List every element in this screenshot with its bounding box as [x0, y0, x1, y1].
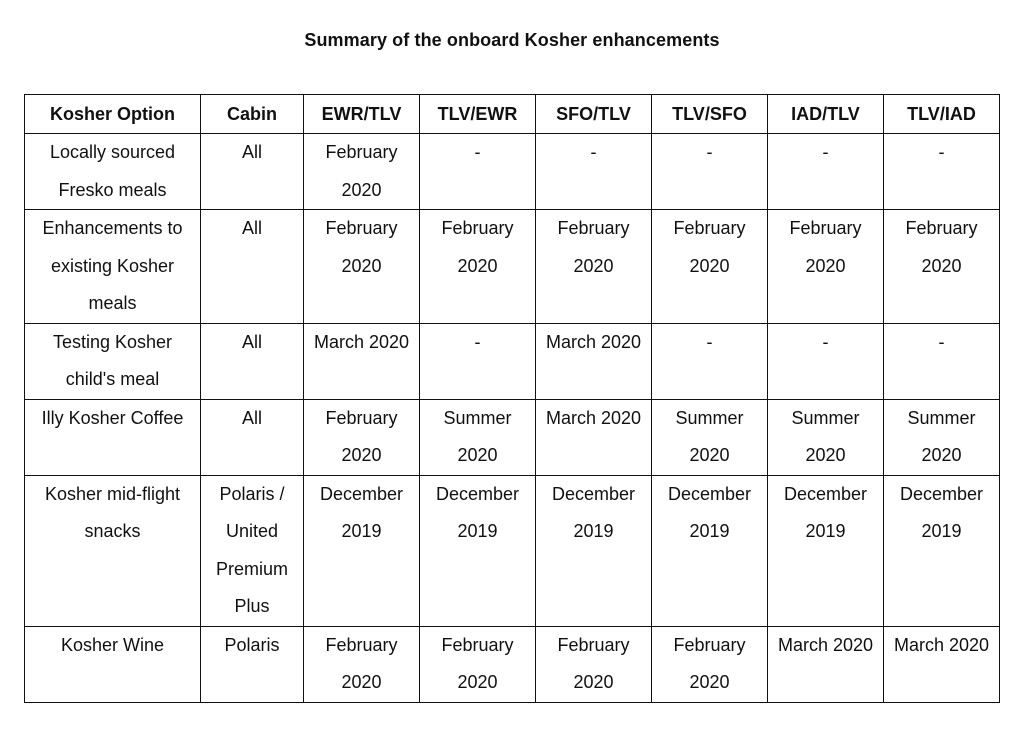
row-cell: February 2020 [768, 210, 884, 324]
row-option: Illy Kosher Coffee [25, 399, 201, 475]
row-option: Testing Kosher child's meal [25, 323, 201, 399]
row-cell: February 2020 [536, 210, 652, 324]
row-cell: December 2019 [420, 475, 536, 626]
row-option: Enhancements to existing Kosher meals [25, 210, 201, 324]
row-cell: Summer 2020 [652, 399, 768, 475]
row-cell: Summer 2020 [768, 399, 884, 475]
row-cell: December 2019 [884, 475, 1000, 626]
row-cell: February 2020 [304, 626, 420, 702]
table-row [25, 399, 1000, 475]
row-cell: - [652, 323, 768, 399]
table-row [25, 210, 1000, 324]
row-cell: February 2020 [652, 626, 768, 702]
row-cabin: All [201, 134, 304, 210]
row-cell: December 2019 [768, 475, 884, 626]
header-cabin: Cabin [201, 95, 304, 134]
row-cell: - [884, 323, 1000, 399]
header-route-tlv-iad: TLV/IAD [884, 95, 1000, 134]
row-cell: February 2020 [304, 210, 420, 324]
row-cell: March 2020 [536, 323, 652, 399]
row-cell: - [652, 134, 768, 210]
row-cell: March 2020 [768, 626, 884, 702]
row-cell: December 2019 [304, 475, 420, 626]
kosher-enhancements-table [24, 94, 1000, 703]
row-option: Locally sourced Fresko meals [25, 134, 201, 210]
header-route-ewr-tlv: EWR/TLV [304, 95, 420, 134]
row-cabin: All [201, 399, 304, 475]
row-cell: - [768, 134, 884, 210]
table-row [25, 134, 1000, 210]
table-header-row [25, 95, 1000, 134]
row-cabin: Polaris / United Premium Plus [201, 475, 304, 626]
table-row [25, 626, 1000, 702]
row-cell: December 2019 [652, 475, 768, 626]
table-row [25, 475, 1000, 626]
row-cell: Summer 2020 [420, 399, 536, 475]
row-cell: March 2020 [884, 626, 1000, 702]
header-route-sfo-tlv: SFO/TLV [536, 95, 652, 134]
row-cell: February 2020 [536, 626, 652, 702]
header-kosher-option: Kosher Option [25, 95, 201, 134]
header-route-tlv-sfo: TLV/SFO [652, 95, 768, 134]
row-cabin: All [201, 210, 304, 324]
row-cabin: Polaris [201, 626, 304, 702]
row-cell: Summer 2020 [884, 399, 1000, 475]
header-route-iad-tlv: IAD/TLV [768, 95, 884, 134]
row-cell: - [420, 134, 536, 210]
row-cell: December 2019 [536, 475, 652, 626]
row-cell: - [884, 134, 1000, 210]
table-row [25, 323, 1000, 399]
row-cabin: All [201, 323, 304, 399]
row-cell: March 2020 [304, 323, 420, 399]
row-cell: February 2020 [304, 134, 420, 210]
row-cell: February 2020 [304, 399, 420, 475]
row-cell: February 2020 [652, 210, 768, 324]
row-option: Kosher mid-flight snacks [25, 475, 201, 626]
row-cell: - [420, 323, 536, 399]
document-title: Summary of the onboard Kosher enhancements [304, 30, 720, 50]
row-cell: February 2020 [420, 626, 536, 702]
row-cell: February 2020 [884, 210, 1000, 324]
row-cell: March 2020 [536, 399, 652, 475]
row-option: Kosher Wine [25, 626, 201, 702]
row-cell: February 2020 [420, 210, 536, 324]
row-cell: - [536, 134, 652, 210]
header-route-tlv-ewr: TLV/EWR [420, 95, 536, 134]
row-cell: - [768, 323, 884, 399]
